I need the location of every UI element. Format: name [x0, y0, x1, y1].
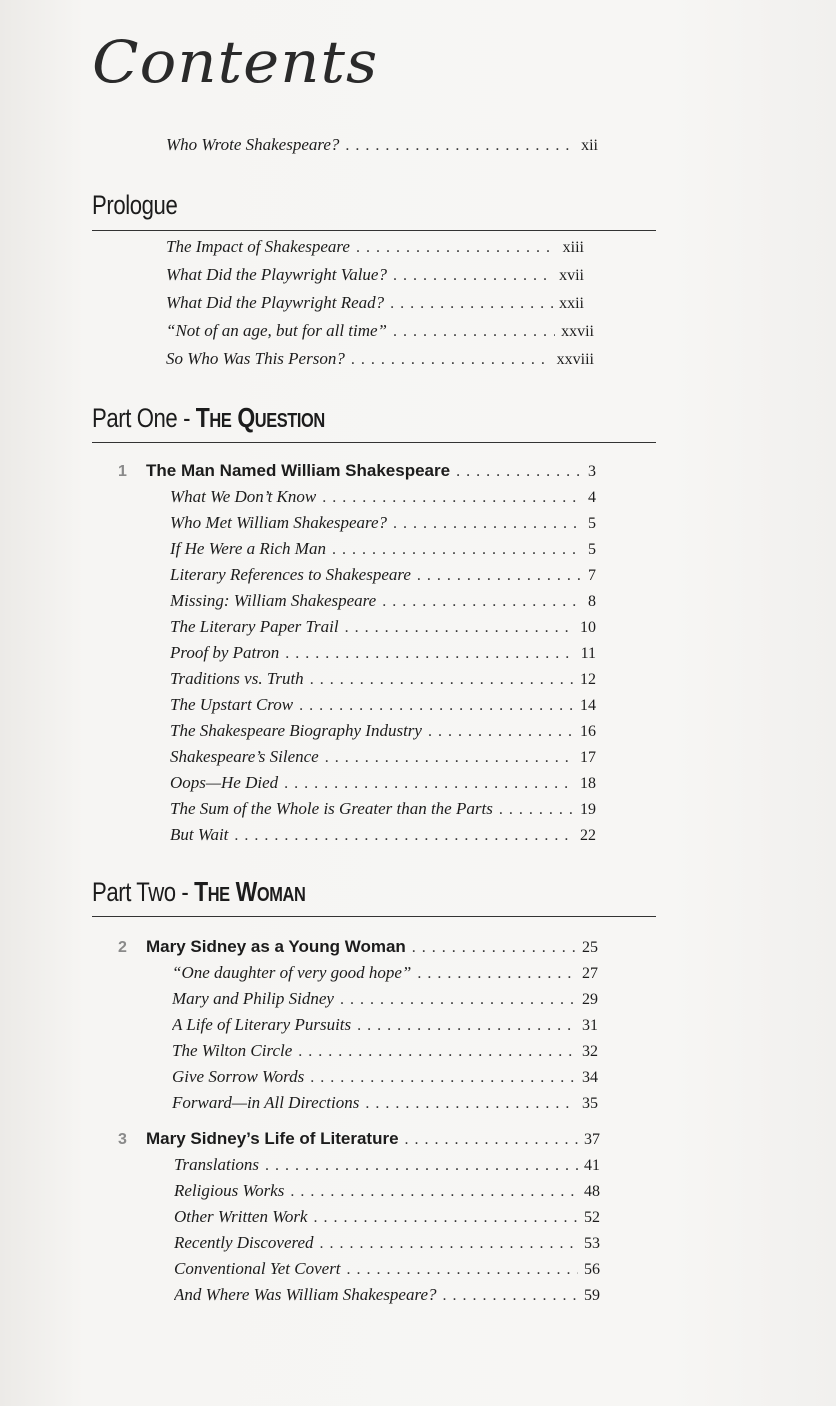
- chapter-page: 25: [582, 939, 598, 956]
- entry-title: Missing: William Shakespeare: [170, 591, 377, 610]
- entry-title: Conventional Yet Covert: [174, 1259, 341, 1278]
- entry-page: 11: [580, 645, 596, 662]
- entry-page: xii: [581, 137, 598, 154]
- entry-title: But Wait: [170, 825, 229, 844]
- toc-entry: [172, 1038, 598, 1064]
- toc-entry: [174, 1152, 600, 1178]
- toc-entry: [172, 986, 598, 1012]
- entry-title: And Where Was William Shakespeare?: [174, 1285, 437, 1304]
- toc-entry: [170, 796, 596, 822]
- entry-page: 4: [588, 489, 596, 506]
- toc-entry: [170, 588, 596, 614]
- entry-page: 41: [584, 1157, 600, 1174]
- entry-page: 5: [588, 515, 596, 532]
- entry-title: “One daughter of very good hope”: [172, 963, 412, 982]
- entry-title: A Life of Literary Pursuits: [172, 1015, 352, 1034]
- entry-page: 27: [582, 965, 598, 982]
- entry-title: Translations: [174, 1155, 260, 1174]
- entry-title: What Did the Playwright Value?: [166, 265, 387, 284]
- entry-page: xvii: [559, 267, 584, 284]
- entry-title: What Did the Playwright Read?: [166, 293, 385, 312]
- entry-page: xxvii: [561, 323, 594, 340]
- entry-title: Traditions vs. Truth: [170, 669, 304, 688]
- toc-entry: [170, 536, 596, 562]
- toc-entry: [170, 770, 596, 796]
- toc-entry: [174, 1230, 600, 1256]
- toc-entry: [170, 666, 596, 692]
- entry-title: “Not of an age, but for all time”: [166, 321, 388, 340]
- entry-title: The Wilton Circle: [172, 1041, 293, 1060]
- toc-entry: [174, 1204, 600, 1230]
- entry-page: 32: [582, 1043, 598, 1060]
- section-heading-prologue: [92, 190, 656, 231]
- section-label: Part Two -: [92, 877, 195, 907]
- entry-title: Mary and Philip Sidney: [172, 989, 334, 1008]
- entry-title: Recently Discovered: [174, 1233, 314, 1252]
- entry-page: 52: [584, 1209, 600, 1226]
- entry-title: Literary References to Shakespeare: [170, 565, 411, 584]
- entry-title: Other Written Work: [174, 1207, 308, 1226]
- entry-page: xxviii: [556, 351, 594, 368]
- entry-page: 31: [582, 1017, 598, 1034]
- entry-page: xiii: [562, 239, 584, 256]
- toc-chapter-2: [118, 934, 598, 960]
- section-label-caps: The Question: [195, 402, 325, 433]
- entry-page: 34: [582, 1069, 598, 1086]
- entry-page: 8: [588, 593, 596, 610]
- section-label-caps: The Woman: [194, 876, 306, 907]
- entry-title: Proof by Patron: [170, 643, 280, 662]
- toc-entry: [172, 1012, 598, 1038]
- entry-page: 14: [580, 697, 596, 714]
- toc-entry: [170, 744, 596, 770]
- entry-page: 12: [580, 671, 596, 688]
- toc-entry: [166, 318, 594, 344]
- chapter-title: Mary Sidney’s Life of Literature: [146, 1129, 399, 1148]
- toc-entry: [166, 234, 584, 260]
- chapter-number: 1: [118, 463, 127, 480]
- entry-title: Shakespeare’s Silence: [170, 747, 319, 766]
- toc-entry: [174, 1178, 600, 1204]
- toc-entry: [166, 262, 584, 288]
- entry-title: The Upstart Crow: [170, 695, 294, 714]
- entry-page: 16: [580, 723, 596, 740]
- chapter-title: The Man Named William Shakespeare: [146, 461, 451, 480]
- entry-page: xxii: [559, 295, 584, 312]
- toc-entry: [172, 960, 598, 986]
- section-label: Prologue: [92, 190, 178, 220]
- entry-page: 17: [580, 749, 596, 766]
- entry-title: If He Were a Rich Man: [170, 539, 326, 558]
- toc-entry: [170, 822, 596, 848]
- entry-title: The Shakespeare Biography Industry: [170, 721, 422, 740]
- entry-page: 22: [580, 827, 596, 844]
- toc-entry: [170, 562, 596, 588]
- toc-entry: [170, 640, 596, 666]
- toc-entry: [170, 614, 596, 640]
- entry-page: 48: [584, 1183, 600, 1200]
- toc-entry: [170, 692, 596, 718]
- entry-page: 29: [582, 991, 598, 1008]
- chapter-page: 3: [588, 463, 596, 480]
- entry-title: So Who Was This Person?: [166, 349, 345, 368]
- toc-entry: [174, 1282, 600, 1308]
- toc-entry: [166, 346, 594, 372]
- toc-entry: [170, 718, 596, 744]
- entry-page: 10: [580, 619, 596, 636]
- entry-page: 7: [588, 567, 596, 584]
- entry-title: Oops—He Died: [170, 773, 279, 792]
- section-heading-part-two: [92, 876, 656, 917]
- section-heading-part-one: [92, 402, 656, 443]
- entry-page: 5: [588, 541, 596, 558]
- toc-entry: [174, 1256, 600, 1282]
- chapter-page: 37: [584, 1131, 600, 1148]
- entry-page: 56: [584, 1261, 600, 1278]
- toc-chapter-1: [118, 458, 596, 484]
- toc-entry: [172, 1064, 598, 1090]
- toc-entry: [170, 510, 596, 536]
- entry-title: Give Sorrow Words: [172, 1067, 305, 1086]
- entry-page: 59: [584, 1287, 600, 1304]
- section-label: Part One -: [92, 403, 196, 433]
- entry-title: What We Don’t Know: [170, 487, 317, 506]
- page-title: Contents: [92, 28, 379, 96]
- entry-page: 18: [580, 775, 596, 792]
- toc-entry-intro: [166, 132, 598, 158]
- chapter-number: 3: [118, 1131, 127, 1148]
- toc-entry: [166, 290, 584, 316]
- entry-title: Who Met William Shakespeare?: [170, 513, 388, 532]
- toc-chapter-3: [118, 1126, 600, 1152]
- entry-title: The Sum of the Whole is Greater than the Parts: [170, 799, 493, 818]
- entry-title: Religious Works: [174, 1181, 285, 1200]
- entry-page: 53: [584, 1235, 600, 1252]
- entry-page: 35: [582, 1095, 598, 1112]
- chapter-title: Mary Sidney as a Young Woman: [146, 937, 406, 956]
- toc-entry: [170, 484, 596, 510]
- entry-title: The Literary Paper Trail: [170, 617, 339, 636]
- toc-entry: [172, 1090, 598, 1116]
- chapter-number: 2: [118, 939, 127, 956]
- entry-title: Forward—in All Directions: [172, 1093, 360, 1112]
- entry-title: Who Wrote Shakespeare?: [166, 135, 340, 154]
- entry-title: The Impact of Shakespeare: [166, 237, 350, 256]
- entry-page: 19: [580, 801, 596, 818]
